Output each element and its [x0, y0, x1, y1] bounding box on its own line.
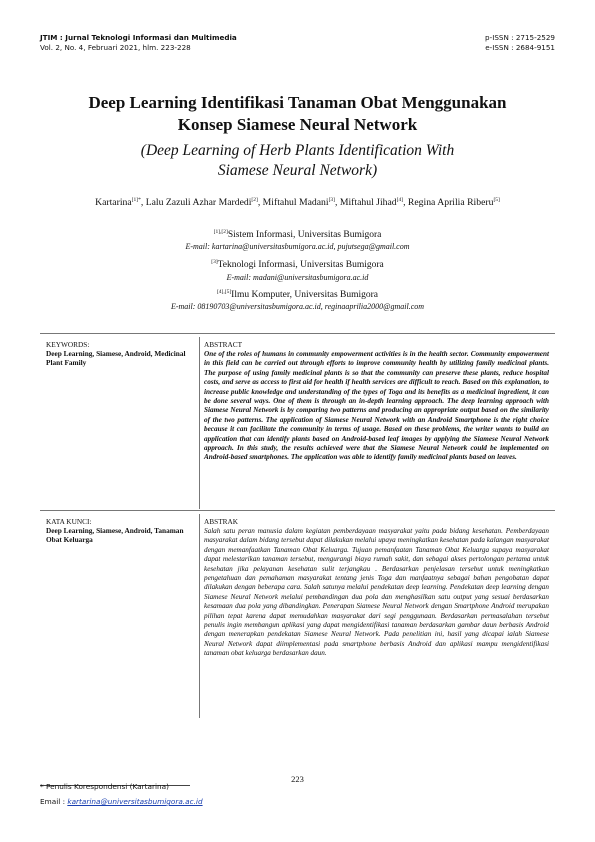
footnote-email-label: Email :: [40, 797, 68, 806]
journal-header-right: [485, 33, 555, 53]
affiliation-name: Sistem Informasi, Universitas Bumigora: [227, 230, 382, 241]
affiliation-mark: [1],[2]: [213, 229, 228, 235]
author-name: Miftahul Madani: [262, 197, 329, 209]
affiliation-2-email: E-mail: madani@universitasbumigora.ac.id: [226, 273, 369, 282]
corresponding-email-link[interactable]: kartarina@universitasbumigora.ac.id: [67, 797, 203, 806]
column-divider-id: [199, 514, 200, 718]
paper-title-line-1: Deep Learning Identifikasi Tanaman Obat Menggunakan: [88, 93, 507, 112]
abstract-label: ABSTRACT: [204, 340, 243, 349]
footnote-correspondence: * Penulis Korespondensi (Kartarina): [40, 782, 169, 791]
abstrak-label: ABSTRAK: [204, 517, 239, 526]
affiliation-mark: [4],[5]: [216, 289, 232, 295]
journal-volume: Vol. 2, No. 4, Februari 2021, hlm. 223-228: [40, 43, 191, 52]
affiliation-mark: [3]: [211, 259, 218, 265]
author-mark: [4]: [396, 197, 404, 203]
affiliation-name: Teknologi Informasi, Universitas Bumigora: [217, 260, 384, 271]
journal-header-left: [40, 33, 237, 53]
journal-pissn: p-ISSN : 2715-2529: [485, 33, 555, 42]
affiliation-1: [40, 226, 555, 241]
kata-kunci-label: KATA KUNCI:: [46, 517, 92, 526]
footnote-email: [40, 797, 203, 807]
abstrak-text: Salah satu peran manusia dalam kegiatan pemberdayaan masyarakat yaitu pada bidang kesehatan. Pemberdayaan masyarakat dalam bidang tersebut dapat dilakukan melalui upaya meningkatkan kesehatan pada kalangan masyarakat dengan memanfaatkan Tanaman Obat Keluarga. Tujuan pemanfaatan Tanaman Obat Keluarga supaya masyarakat dapat melestarikan tanaman tersebut, mengurangi biaya rumah sakit, dan sebagai akses pertolongan pertama untuk kesehatan jika pelayanan kesehatan sulit terjangkau . Berdasarkan penjelasan tersebut untuk meningkatkan pengetahuan dan pemahaman masyarakat tentang jenis Toga dan manfaatnya sebagai bahan pengobatan dapat dilakukan dengan beberapa cara. Salah satunya melalui pendekatan deep learning. Pendekatan deep learning dengan Siamese Neural Network melalui pembandingan dua pola dan menghasilkan satu output yang sesuai berdasarkan kesamaan dua pola yang dibandingkan. Penerapan Siamese Neural Network dengan Smartphone Android merupakan pilihan tepat karena dapat memudahkan masyarakat dari segi penggunaan. Berdasarkan permasalahan tersebut penulis ingin membangun aplikasi yang dapat mengidentifikasi tanaman berdasarkan gambar daun berbasis Android dengan menerapkan pendekatan Siamese Neural Network. Pada penelitian ini, hasil yang dicapai ialah Siamese Neural Network dapat diimplementasi pada smartphone berbasis Android dan aplikasi mampu mengidentifikasi tanaman obat keluarga berdasarkan daun.: [204, 527, 549, 658]
journal-name: JTIM : Jurnal Teknologi Informasi dan Multimedia: [40, 33, 237, 42]
page-number: 223: [291, 774, 304, 784]
author-mark: [5]: [493, 197, 500, 203]
paper-subtitle-line-1: (Deep Learning of Herb Plants Identification With: [140, 142, 455, 159]
affiliation-3: [40, 286, 555, 301]
paper-subtitle-line-2: Siamese Neural Network): [217, 162, 378, 179]
abstract-top-rule: [40, 333, 555, 334]
affiliation-name: Ilmu Komputer, Universitas Bumigora: [231, 290, 379, 301]
author-name: Kartarina: [95, 197, 132, 209]
paper-title-line-2: Konsep Siamese Neural Network: [177, 115, 418, 134]
paper-subtitle: [40, 141, 555, 181]
author-list: Kartarina$^{[1]*}$, Lalu Zazuli Azhar Mardedi[2], Miftahul Madani[3], Miftahul Jihad[4], Regina Aprilia Riberu[5]: [95, 197, 500, 209]
author-mark: [2]: [251, 197, 258, 203]
author-name: Regina Aprilia Riberu: [407, 197, 494, 209]
paper-title: [40, 92, 555, 136]
affiliation-1-email: E-mail: kartarina@universitasbumigora.ac.id, pujutsega@gmail.com: [185, 242, 410, 251]
affiliation-3-email: E-mail: 08190703@universitasbumigora.ac.id, reginaaprilia2000@gmail.com: [170, 302, 425, 311]
abstract-text: One of the roles of humans in community empowerment activities is in the health sector. Community empowerment in this field can be carried out through efforts to improve community health by utilizing family medicinal plants. The purpose of using family medicinal plants is so that the community can preserve these plants, reduce hospital costs, and serve as access to first aid for health if health services are difficult to reach. Based on this explanation, to increase public knowledge and understanding of the types of Toga and its benefits as a medicinal ingredient, it can be done several ways. One of them is through an in-depth learning approach. The deep learning approach with Siamese Neural Network is by comparing two patterns and producing an appropriate output based on the similarity of the two patterns. The application of Siamese Neural Network with an Android Smartphone is the right choice because it can facilitate the community in terms of usage. Based on these problems, the writer wants to build an application that can identify plants based on Android-based leaf images by applying the Siamese Neural Network approach. In this study, the results achieved were that the Siamese Neural Network could be implemented on Android-based smartphones. The application was able to identify family medicinal plants based on leaves.: [204, 350, 549, 462]
author-mark: [3]: [328, 197, 336, 203]
keywords-text: Deep Learning, Siamese, Android, Medicinal Plant Family: [46, 349, 186, 367]
author-name: Miftahul Jihad: [339, 197, 397, 209]
keywords-label: KEYWORDS:: [46, 340, 90, 349]
kata-kunci-text: Deep Learning, Siamese, Android, Tanaman Obat Keluarga: [46, 526, 184, 544]
author-mark: [1]*: [131, 197, 141, 203]
journal-eissn: e-ISSN : 2684-9151: [485, 43, 555, 52]
affiliation-2: [40, 256, 555, 271]
column-divider-en: [199, 337, 200, 509]
abstract-middle-rule: [40, 510, 555, 511]
author-name: Lalu Zazuli Azhar Mardedi: [145, 197, 252, 209]
